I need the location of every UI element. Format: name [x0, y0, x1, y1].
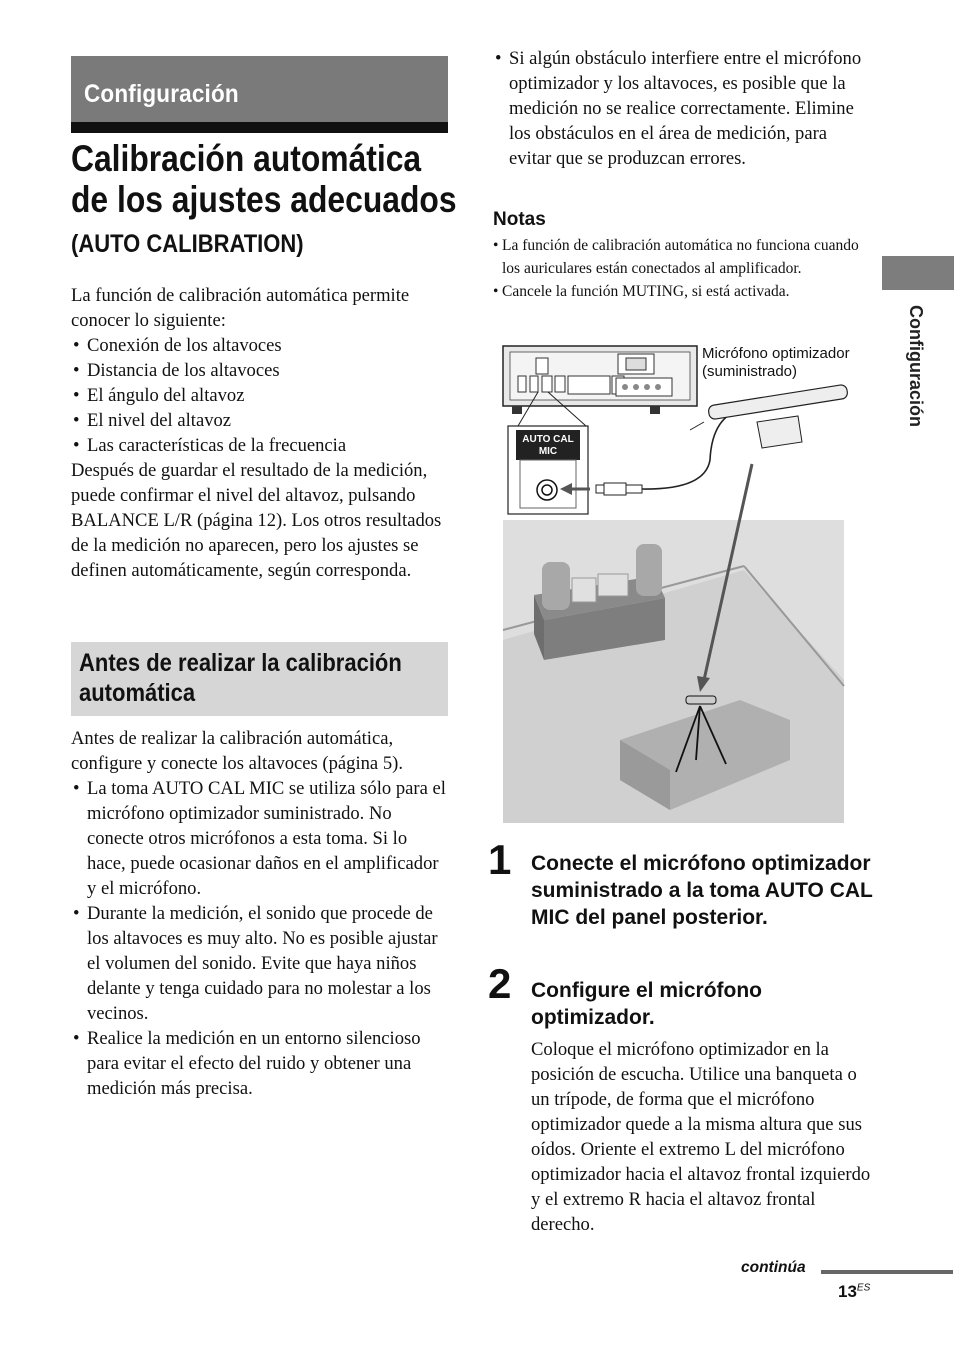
subsection-heading: Antes de realizar la calibración automática — [79, 649, 402, 707]
list-item: • El ángulo del altavoz — [71, 383, 451, 408]
side-tab-label: Configuración — [906, 305, 926, 427]
continued-label: continúa — [741, 1259, 806, 1276]
intro-list — [71, 333, 451, 458]
intro-after-paragraph: Después de guardar el resultado de la medición, puede confirmar el nivel del altavoz, pulsando BALANCE L/R (página 12). Los otros resultados de la medición no aparecen, pero los ajustes se definen automáticamente, según corresponda. — [71, 460, 442, 581]
connection-diagram — [500, 340, 850, 830]
notes-list — [493, 234, 871, 303]
list-item: • Distancia de los altavoces — [71, 358, 451, 383]
step-1-title: Conecte el micrófono optimizador suministrado a la toma AUTO CAL MIC del panel posterior. — [531, 852, 873, 929]
jack-label-line2: MIC — [538, 446, 558, 457]
step-2-number: 2 — [488, 960, 512, 1007]
before-paragraph: Antes de realizar la calibración automática, configure y conecte los altavoces (página 5). — [71, 728, 403, 774]
list-item: • Durante la medición, el sonido que procede de los altavoces es muy alto. No es posible ajustar el volumen del sonido. Evite que haya niños delante y tenga cuidado para no molestar a los vecinos. — [71, 901, 449, 1026]
page-subtitle: (AUTO CALIBRATION) — [71, 230, 304, 258]
intro-paragraph: La función de calibración automática permite conocer lo siguiente: — [71, 285, 410, 331]
jack-label-line1: AUTO CAL — [522, 434, 574, 445]
before-list-continued — [493, 46, 871, 171]
list-item: • Las características de la frecuencia — [71, 433, 451, 458]
note-item: • Cancele la función MUTING, si está activada. — [493, 280, 871, 303]
step-2-title: Configure el micrófono optimizador. — [531, 979, 762, 1029]
list-item: • Realice la medición en un entorno silencioso para evitar el efecto del ruido y obtener una medición más precisa. — [71, 1026, 449, 1101]
before-list — [71, 776, 449, 1101]
amplifier-rear-panel — [503, 346, 697, 414]
page-number: $13^{ES}$ — [838, 1282, 871, 1301]
optimizer-microphone — [708, 384, 848, 448]
list-item: • Si algún obstáculo interfiere entre el micrófono optimizador y los altavoces, es posible que la medición no se realice correctamente. Elimine los obstáculos en el área de medición, para evitar que se produzcan errores. — [493, 46, 871, 171]
section-rule — [71, 122, 448, 133]
list-item: • La toma AUTO CAL MIC se utiliza sólo para el micrófono optimizador suministrado. No conecte otros micrófonos a esta toma. Si lo hace, puede ocasionar daños en el amplificador y el micrófono. — [71, 776, 449, 901]
step-2-body: Coloque el micrófono optimizador en la posición de escucha. Utilice una banqueta o un trípode, de forma que el micrófono optimizador quede a la misma altura que sus oídos. Oriente el extremo L del micrófono optimizador hacia el altavoz frontal izquierdo y el extremo R hacia el altavoz frontal derecho. — [531, 1039, 871, 1235]
mic-label: Micrófono optimizador (suministrado) — [702, 345, 850, 380]
side-tab-marker — [882, 256, 954, 290]
room-illustration — [503, 520, 844, 823]
page-title: Calibración automática de los ajustes adecuados — [71, 138, 457, 220]
step-1-number: 1 — [488, 836, 512, 883]
notes-heading: Notas — [493, 209, 546, 230]
section-title: Configuración — [84, 80, 239, 108]
list-item: • Conexión de los altavoces — [71, 333, 451, 358]
note-item: • La función de calibración automática no funciona cuando los auriculares están conectados al amplificador. — [493, 234, 871, 280]
continued-rule — [821, 1270, 953, 1274]
mic-plug-cable — [596, 402, 780, 495]
list-item: • El nivel del altavoz — [71, 408, 451, 433]
